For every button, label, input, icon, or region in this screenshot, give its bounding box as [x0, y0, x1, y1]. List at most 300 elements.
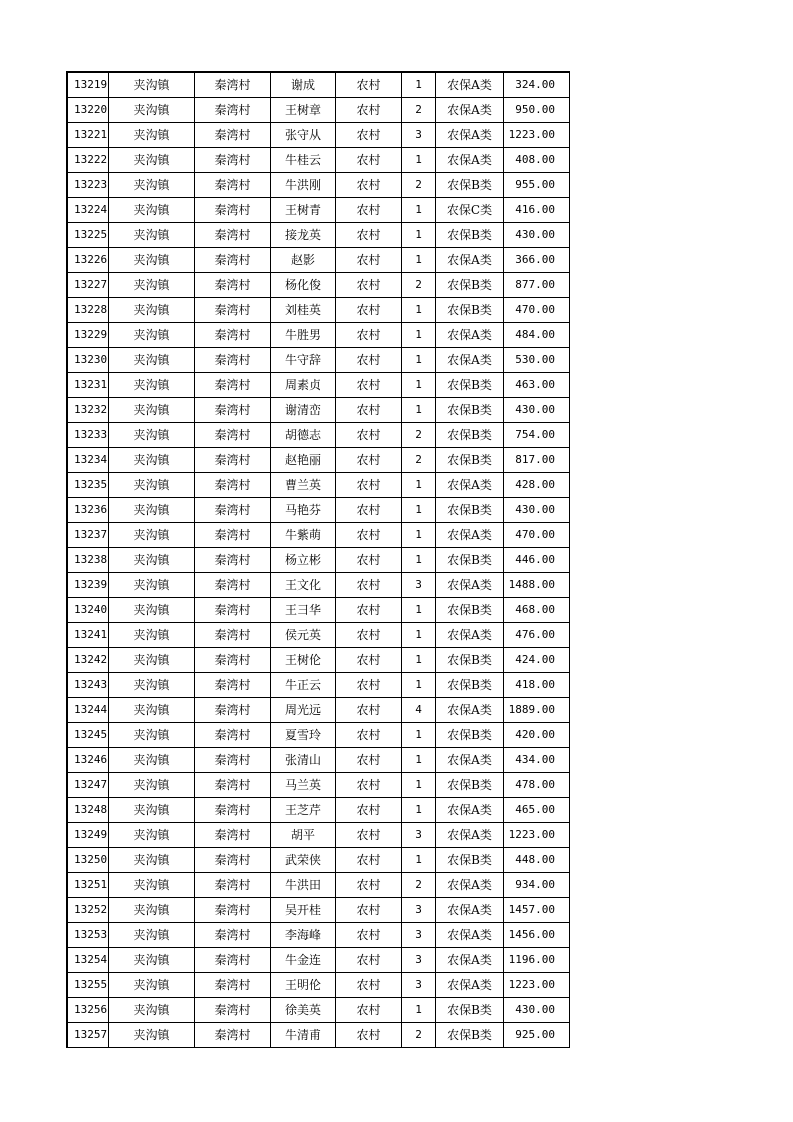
- category-cell: 农村: [336, 323, 402, 348]
- record-id-cell: 13245: [68, 723, 109, 748]
- name-cell: 赵影: [271, 248, 336, 273]
- name-cell: 赵艳丽: [271, 448, 336, 473]
- table-row: [68, 648, 570, 673]
- category-cell: 农村: [336, 248, 402, 273]
- village-cell: 秦湾村: [195, 223, 271, 248]
- count-cell: 3: [402, 948, 436, 973]
- category-cell: 农村: [336, 873, 402, 898]
- table-row: [68, 798, 570, 823]
- record-id-cell: 13229: [68, 323, 109, 348]
- insurance-type-cell: 农保B类: [436, 773, 504, 798]
- village-cell: 秦湾村: [195, 123, 271, 148]
- category-cell: 农村: [336, 723, 402, 748]
- amount-cell: 428.00: [504, 473, 570, 498]
- amount-cell: 418.00: [504, 673, 570, 698]
- village-cell: 秦湾村: [195, 998, 271, 1023]
- record-id-cell: 13252: [68, 898, 109, 923]
- amount-cell: 925.00: [504, 1023, 570, 1048]
- count-cell: 1: [402, 798, 436, 823]
- record-id-cell: 13244: [68, 698, 109, 723]
- count-cell: 1: [402, 723, 436, 748]
- insurance-type-cell: 农保B类: [436, 448, 504, 473]
- amount-cell: 446.00: [504, 548, 570, 573]
- town-cell: 夹沟镇: [109, 973, 195, 998]
- table-body: [68, 73, 570, 1048]
- record-id-cell: 13243: [68, 673, 109, 698]
- count-cell: 3: [402, 823, 436, 848]
- category-cell: 农村: [336, 498, 402, 523]
- town-cell: 夹沟镇: [109, 923, 195, 948]
- name-cell: 张守从: [271, 123, 336, 148]
- count-cell: 1: [402, 623, 436, 648]
- village-cell: 秦湾村: [195, 423, 271, 448]
- record-id-cell: 13228: [68, 298, 109, 323]
- name-cell: 武荣侠: [271, 848, 336, 873]
- amount-cell: 465.00: [504, 798, 570, 823]
- name-cell: 王明伦: [271, 973, 336, 998]
- town-cell: 夹沟镇: [109, 748, 195, 773]
- record-id-cell: 13223: [68, 173, 109, 198]
- village-cell: 秦湾村: [195, 173, 271, 198]
- insurance-type-cell: 农保A类: [436, 123, 504, 148]
- count-cell: 1: [402, 998, 436, 1023]
- category-cell: 农村: [336, 198, 402, 223]
- category-cell: 农村: [336, 998, 402, 1023]
- village-cell: 秦湾村: [195, 373, 271, 398]
- town-cell: 夹沟镇: [109, 823, 195, 848]
- town-cell: 夹沟镇: [109, 448, 195, 473]
- village-cell: 秦湾村: [195, 948, 271, 973]
- table-row: [68, 423, 570, 448]
- table-row: [68, 1023, 570, 1048]
- table-row: [68, 173, 570, 198]
- name-cell: 胡平: [271, 823, 336, 848]
- count-cell: 1: [402, 648, 436, 673]
- count-cell: 3: [402, 123, 436, 148]
- table-row: [68, 623, 570, 648]
- count-cell: 2: [402, 1023, 436, 1048]
- record-id-cell: 13227: [68, 273, 109, 298]
- amount-cell: 1196.00: [504, 948, 570, 973]
- name-cell: 马兰英: [271, 773, 336, 798]
- record-id-cell: 13232: [68, 398, 109, 423]
- town-cell: 夹沟镇: [109, 948, 195, 973]
- category-cell: 农村: [336, 348, 402, 373]
- insurance-type-cell: 农保B类: [436, 373, 504, 398]
- amount-cell: 366.00: [504, 248, 570, 273]
- name-cell: 牛胜男: [271, 323, 336, 348]
- town-cell: 夹沟镇: [109, 248, 195, 273]
- town-cell: 夹沟镇: [109, 498, 195, 523]
- table-row: [68, 598, 570, 623]
- count-cell: 3: [402, 973, 436, 998]
- insurance-type-cell: 农保B类: [436, 648, 504, 673]
- amount-cell: 408.00: [504, 148, 570, 173]
- amount-cell: 420.00: [504, 723, 570, 748]
- amount-cell: 470.00: [504, 298, 570, 323]
- count-cell: 1: [402, 848, 436, 873]
- record-id-cell: 13235: [68, 473, 109, 498]
- amount-cell: 430.00: [504, 398, 570, 423]
- village-cell: 秦湾村: [195, 473, 271, 498]
- town-cell: 夹沟镇: [109, 873, 195, 898]
- category-cell: 农村: [336, 123, 402, 148]
- insurance-type-cell: 农保B类: [436, 598, 504, 623]
- town-cell: 夹沟镇: [109, 223, 195, 248]
- amount-cell: 1456.00: [504, 923, 570, 948]
- amount-cell: 463.00: [504, 373, 570, 398]
- table-row: [68, 998, 570, 1023]
- name-cell: 谢清峦: [271, 398, 336, 423]
- town-cell: 夹沟镇: [109, 598, 195, 623]
- category-cell: 农村: [336, 398, 402, 423]
- category-cell: 农村: [336, 673, 402, 698]
- name-cell: 王树章: [271, 98, 336, 123]
- count-cell: 1: [402, 673, 436, 698]
- count-cell: 1: [402, 748, 436, 773]
- name-cell: 曹兰英: [271, 473, 336, 498]
- count-cell: 3: [402, 923, 436, 948]
- insurance-type-cell: 农保B类: [436, 498, 504, 523]
- insurance-type-cell: 农保B类: [436, 998, 504, 1023]
- record-id-cell: 13225: [68, 223, 109, 248]
- town-cell: 夹沟镇: [109, 423, 195, 448]
- insurance-type-cell: 农保A类: [436, 148, 504, 173]
- category-cell: 农村: [336, 823, 402, 848]
- name-cell: 谢成: [271, 73, 336, 98]
- name-cell: 夏雪玲: [271, 723, 336, 748]
- record-id-cell: 13246: [68, 748, 109, 773]
- count-cell: 1: [402, 248, 436, 273]
- name-cell: 牛洪刚: [271, 173, 336, 198]
- name-cell: 牛洪田: [271, 873, 336, 898]
- amount-cell: 530.00: [504, 348, 570, 373]
- category-cell: 农村: [336, 748, 402, 773]
- category-cell: 农村: [336, 423, 402, 448]
- town-cell: 夹沟镇: [109, 548, 195, 573]
- table-row: [68, 398, 570, 423]
- record-id-cell: 13238: [68, 548, 109, 573]
- town-cell: 夹沟镇: [109, 773, 195, 798]
- record-id-cell: 13221: [68, 123, 109, 148]
- name-cell: 牛紫萌: [271, 523, 336, 548]
- category-cell: 农村: [336, 948, 402, 973]
- town-cell: 夹沟镇: [109, 798, 195, 823]
- record-id-cell: 13248: [68, 798, 109, 823]
- count-cell: 1: [402, 398, 436, 423]
- category-cell: 农村: [336, 73, 402, 98]
- town-cell: 夹沟镇: [109, 123, 195, 148]
- name-cell: 牛守辞: [271, 348, 336, 373]
- town-cell: 夹沟镇: [109, 298, 195, 323]
- record-id-cell: 13254: [68, 948, 109, 973]
- category-cell: 农村: [336, 623, 402, 648]
- village-cell: 秦湾村: [195, 873, 271, 898]
- record-id-cell: 13249: [68, 823, 109, 848]
- record-id-cell: 13247: [68, 773, 109, 798]
- insurance-type-cell: 农保B类: [436, 723, 504, 748]
- category-cell: 农村: [336, 373, 402, 398]
- insurance-type-cell: 农保C类: [436, 198, 504, 223]
- category-cell: 农村: [336, 298, 402, 323]
- count-cell: 1: [402, 548, 436, 573]
- table-row: [68, 448, 570, 473]
- record-id-cell: 13257: [68, 1023, 109, 1048]
- village-cell: 秦湾村: [195, 723, 271, 748]
- table-row: [68, 373, 570, 398]
- village-cell: 秦湾村: [195, 973, 271, 998]
- town-cell: 夹沟镇: [109, 723, 195, 748]
- records-table: [67, 72, 570, 1048]
- village-cell: 秦湾村: [195, 1023, 271, 1048]
- category-cell: 农村: [336, 698, 402, 723]
- insurance-type-cell: 农保A类: [436, 98, 504, 123]
- village-cell: 秦湾村: [195, 348, 271, 373]
- record-id-cell: 13241: [68, 623, 109, 648]
- name-cell: 徐美英: [271, 998, 336, 1023]
- amount-cell: 877.00: [504, 273, 570, 298]
- amount-cell: 950.00: [504, 98, 570, 123]
- town-cell: 夹沟镇: [109, 898, 195, 923]
- village-cell: 秦湾村: [195, 598, 271, 623]
- count-cell: 1: [402, 598, 436, 623]
- record-id-cell: 13222: [68, 148, 109, 173]
- village-cell: 秦湾村: [195, 773, 271, 798]
- count-cell: 1: [402, 148, 436, 173]
- table-row: [68, 323, 570, 348]
- count-cell: 2: [402, 98, 436, 123]
- insurance-type-cell: 农保A类: [436, 73, 504, 98]
- name-cell: 马艳芬: [271, 498, 336, 523]
- insurance-type-cell: 农保A类: [436, 623, 504, 648]
- table-row: [68, 698, 570, 723]
- name-cell: 刘桂英: [271, 298, 336, 323]
- name-cell: 王文化: [271, 573, 336, 598]
- count-cell: 1: [402, 298, 436, 323]
- town-cell: 夹沟镇: [109, 473, 195, 498]
- village-cell: 秦湾村: [195, 573, 271, 598]
- amount-cell: 468.00: [504, 598, 570, 623]
- amount-cell: 1223.00: [504, 823, 570, 848]
- table-row: [68, 248, 570, 273]
- insurance-type-cell: 农保B类: [436, 848, 504, 873]
- amount-cell: 1223.00: [504, 123, 570, 148]
- insurance-type-cell: 农保B类: [436, 173, 504, 198]
- insurance-type-cell: 农保B类: [436, 298, 504, 323]
- category-cell: 农村: [336, 648, 402, 673]
- village-cell: 秦湾村: [195, 198, 271, 223]
- name-cell: 侯元英: [271, 623, 336, 648]
- name-cell: 杨化俊: [271, 273, 336, 298]
- town-cell: 夹沟镇: [109, 98, 195, 123]
- name-cell: 牛桂云: [271, 148, 336, 173]
- name-cell: 胡德志: [271, 423, 336, 448]
- count-cell: 3: [402, 573, 436, 598]
- table-row: [68, 823, 570, 848]
- category-cell: 农村: [336, 548, 402, 573]
- insurance-type-cell: 农保A类: [436, 923, 504, 948]
- category-cell: 农村: [336, 523, 402, 548]
- town-cell: 夹沟镇: [109, 148, 195, 173]
- record-id-cell: 13226: [68, 248, 109, 273]
- insurance-type-cell: 农保A类: [436, 523, 504, 548]
- count-cell: 1: [402, 373, 436, 398]
- table-row: [68, 73, 570, 98]
- count-cell: 1: [402, 223, 436, 248]
- amount-cell: 1457.00: [504, 898, 570, 923]
- table-row: [68, 523, 570, 548]
- record-id-cell: 13256: [68, 998, 109, 1023]
- table-row: [68, 473, 570, 498]
- table-row: [68, 923, 570, 948]
- village-cell: 秦湾村: [195, 73, 271, 98]
- insurance-type-cell: 农保B类: [436, 673, 504, 698]
- table-row: [68, 898, 570, 923]
- amount-cell: 1488.00: [504, 573, 570, 598]
- name-cell: 牛金连: [271, 948, 336, 973]
- amount-cell: 1223.00: [504, 973, 570, 998]
- amount-cell: 817.00: [504, 448, 570, 473]
- insurance-type-cell: 农保A类: [436, 873, 504, 898]
- insurance-type-cell: 农保A类: [436, 973, 504, 998]
- village-cell: 秦湾村: [195, 698, 271, 723]
- insurance-type-cell: 农保A类: [436, 573, 504, 598]
- amount-cell: 430.00: [504, 223, 570, 248]
- category-cell: 农村: [336, 573, 402, 598]
- category-cell: 农村: [336, 598, 402, 623]
- record-id-cell: 13236: [68, 498, 109, 523]
- village-cell: 秦湾村: [195, 823, 271, 848]
- insurance-type-cell: 农保A类: [436, 348, 504, 373]
- amount-cell: 416.00: [504, 198, 570, 223]
- table-row: [68, 98, 570, 123]
- village-cell: 秦湾村: [195, 648, 271, 673]
- count-cell: 1: [402, 73, 436, 98]
- record-id-cell: 13251: [68, 873, 109, 898]
- village-cell: 秦湾村: [195, 498, 271, 523]
- table-row: [68, 723, 570, 748]
- town-cell: 夹沟镇: [109, 348, 195, 373]
- category-cell: 农村: [336, 1023, 402, 1048]
- amount-cell: 434.00: [504, 748, 570, 773]
- town-cell: 夹沟镇: [109, 998, 195, 1023]
- count-cell: 2: [402, 873, 436, 898]
- village-cell: 秦湾村: [195, 273, 271, 298]
- table-row: [68, 498, 570, 523]
- record-id-cell: 13240: [68, 598, 109, 623]
- town-cell: 夹沟镇: [109, 273, 195, 298]
- table-row: [68, 123, 570, 148]
- town-cell: 夹沟镇: [109, 523, 195, 548]
- record-id-cell: 13234: [68, 448, 109, 473]
- count-cell: 2: [402, 273, 436, 298]
- table-row: [68, 223, 570, 248]
- name-cell: 王树伦: [271, 648, 336, 673]
- category-cell: 农村: [336, 448, 402, 473]
- table-row: [68, 948, 570, 973]
- amount-cell: 955.00: [504, 173, 570, 198]
- insurance-type-cell: 农保A类: [436, 823, 504, 848]
- amount-cell: 484.00: [504, 323, 570, 348]
- count-cell: 1: [402, 198, 436, 223]
- town-cell: 夹沟镇: [109, 673, 195, 698]
- village-cell: 秦湾村: [195, 148, 271, 173]
- count-cell: 1: [402, 498, 436, 523]
- insurance-type-cell: 农保A类: [436, 948, 504, 973]
- count-cell: 2: [402, 448, 436, 473]
- village-cell: 秦湾村: [195, 298, 271, 323]
- town-cell: 夹沟镇: [109, 573, 195, 598]
- village-cell: 秦湾村: [195, 923, 271, 948]
- insurance-type-cell: 农保B类: [436, 273, 504, 298]
- record-id-cell: 13250: [68, 848, 109, 873]
- town-cell: 夹沟镇: [109, 373, 195, 398]
- record-id-cell: 13255: [68, 973, 109, 998]
- name-cell: 吴开桂: [271, 898, 336, 923]
- count-cell: 2: [402, 173, 436, 198]
- amount-cell: 470.00: [504, 523, 570, 548]
- village-cell: 秦湾村: [195, 898, 271, 923]
- record-id-cell: 13233: [68, 423, 109, 448]
- village-cell: 秦湾村: [195, 623, 271, 648]
- category-cell: 农村: [336, 148, 402, 173]
- count-cell: 4: [402, 698, 436, 723]
- record-id-cell: 13237: [68, 523, 109, 548]
- insurance-type-cell: 农保B类: [436, 1023, 504, 1048]
- count-cell: 1: [402, 348, 436, 373]
- amount-cell: 754.00: [504, 423, 570, 448]
- category-cell: 农村: [336, 898, 402, 923]
- name-cell: 接龙英: [271, 223, 336, 248]
- record-id-cell: 13239: [68, 573, 109, 598]
- record-id-cell: 13253: [68, 923, 109, 948]
- record-id-cell: 13220: [68, 98, 109, 123]
- table-row: [68, 748, 570, 773]
- village-cell: 秦湾村: [195, 398, 271, 423]
- name-cell: 王彐华: [271, 598, 336, 623]
- village-cell: 秦湾村: [195, 523, 271, 548]
- amount-cell: 430.00: [504, 498, 570, 523]
- town-cell: 夹沟镇: [109, 173, 195, 198]
- amount-cell: 478.00: [504, 773, 570, 798]
- table-row: [68, 973, 570, 998]
- table-row: [68, 273, 570, 298]
- count-cell: 1: [402, 473, 436, 498]
- amount-cell: 476.00: [504, 623, 570, 648]
- insurance-type-cell: 农保B类: [436, 398, 504, 423]
- village-cell: 秦湾村: [195, 448, 271, 473]
- name-cell: 张清山: [271, 748, 336, 773]
- insurance-type-cell: 农保A类: [436, 323, 504, 348]
- town-cell: 夹沟镇: [109, 323, 195, 348]
- table-row: [68, 573, 570, 598]
- category-cell: 农村: [336, 473, 402, 498]
- category-cell: 农村: [336, 923, 402, 948]
- insurance-type-cell: 农保A类: [436, 748, 504, 773]
- name-cell: 周素贞: [271, 373, 336, 398]
- village-cell: 秦湾村: [195, 548, 271, 573]
- record-id-cell: 13242: [68, 648, 109, 673]
- count-cell: 3: [402, 898, 436, 923]
- insurance-type-cell: 农保A类: [436, 698, 504, 723]
- category-cell: 农村: [336, 973, 402, 998]
- table-row: [68, 548, 570, 573]
- insurance-type-cell: 农保B类: [436, 223, 504, 248]
- count-cell: 1: [402, 523, 436, 548]
- amount-cell: 934.00: [504, 873, 570, 898]
- count-cell: 2: [402, 423, 436, 448]
- table-row: [68, 148, 570, 173]
